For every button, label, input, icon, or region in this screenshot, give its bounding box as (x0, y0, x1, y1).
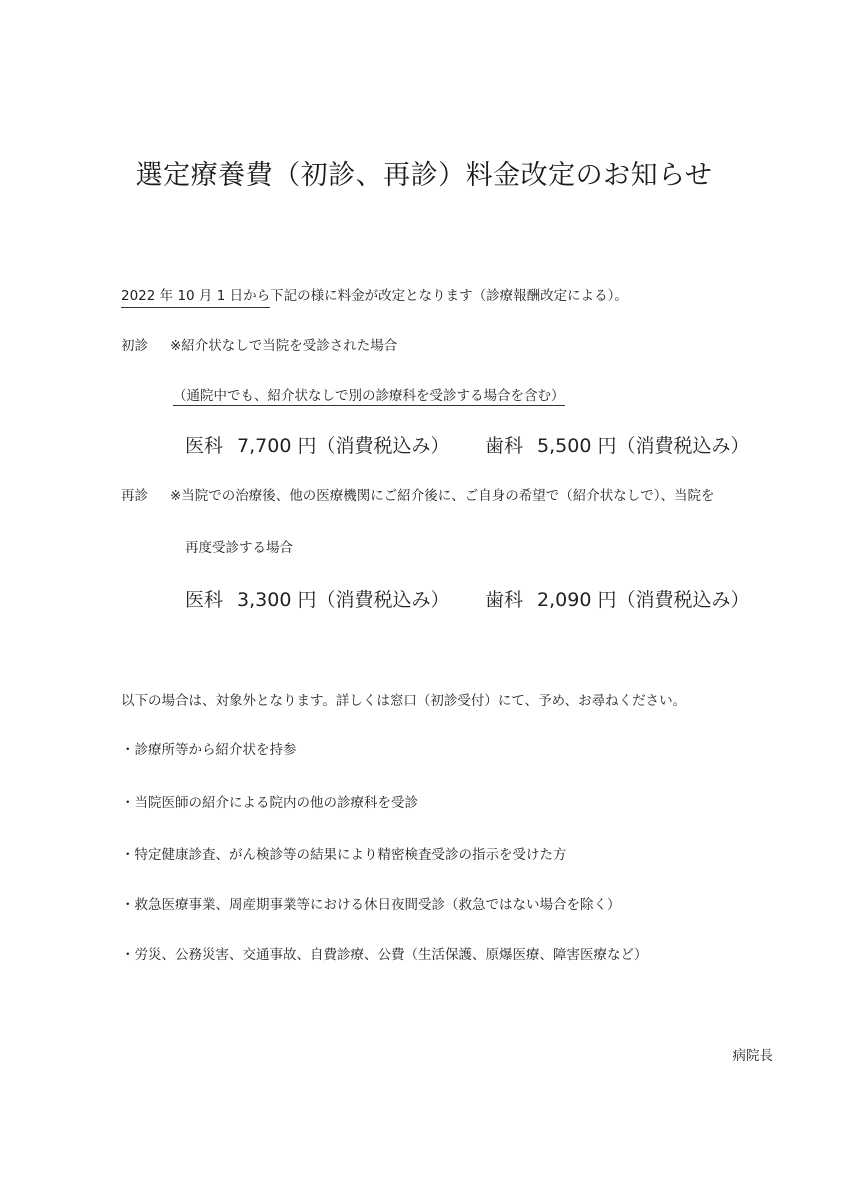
saishin-medical-fee (185, 587, 449, 613)
shoshin-sub-note (173, 386, 565, 406)
medical-label: 医科 (185, 435, 224, 457)
saishin-note: ※当院での治療後、他の医療機関にご紹介後に、ご自身の希望で（紹介状なしで）、当院を (170, 488, 715, 504)
saishin-dental-fee (485, 587, 749, 613)
exclusion-item: ・当院医師の紹介による院内の他の診療科を受診 (121, 795, 418, 811)
intro-text: 下記の様に料金が改定となります（診療報酬改定による）。 (270, 288, 628, 304)
dental-label: 歯科 (485, 435, 524, 457)
medical-fee-value: 7,700 円（消費税込み） (237, 435, 450, 457)
medical-label: 医科 (185, 589, 224, 611)
exclusion-item: ・救急医療事業、周産期事業等における休日夜間受診（救急ではない場合を除く） (121, 897, 621, 913)
shoshin-note: ※紹介状なしで当院を受診された場合 (170, 338, 398, 354)
dental-label: 歯科 (485, 589, 524, 611)
effective-date: 2022 年 10 月 1 日から (121, 286, 270, 308)
exclusion-item: ・労災、公務災害、交通事故、自費診療、公費（生活保護、原爆医療、障害医療など） (121, 947, 648, 963)
exclusion-item: ・特定健康診査、がん検診等の結果により精密検査受診の指示を受けた方 (121, 847, 567, 863)
medical-fee-value: 3,300 円（消費税込み） (237, 589, 450, 611)
shoshin-sub-note-text: （通院中でも、紹介状なしで別の診療科を受診する場合を含む） (173, 388, 565, 404)
intro-paragraph (121, 286, 628, 308)
exclusion-item: ・診療所等から紹介状を持参 (121, 742, 297, 758)
page-title: 選定療養費（初診、再診）料金改定のお知らせ (135, 160, 713, 191)
saishin-label: 再診 (121, 488, 148, 504)
signature: 病院長 (732, 1048, 773, 1064)
dental-fee-value: 2,090 円（消費税込み） (537, 589, 750, 611)
saishin-note-continued: 再度受診する場合 (185, 540, 293, 556)
dental-fee-value: 5,500 円（消費税込み） (537, 435, 750, 457)
shoshin-medical-fee (185, 433, 449, 459)
shoshin-dental-fee (485, 433, 749, 459)
shoshin-label: 初診 (121, 338, 148, 354)
exclusion-intro: 以下の場合は、対象外となります。詳しくは窓口（初診受付）にて、予め、お尋ねください。 (121, 693, 687, 709)
